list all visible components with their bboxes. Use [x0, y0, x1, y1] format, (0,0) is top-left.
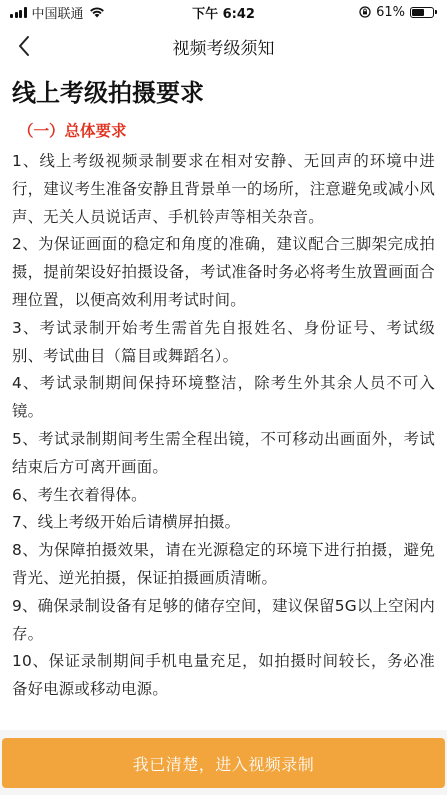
signal-icon	[10, 7, 27, 18]
rule-item: 5、考试录制期间考生需全程出镜，不可移动出画面外，考试结束后方可离开画面。	[12, 429, 435, 476]
page-title: 线上考级拍摄要求	[12, 79, 204, 107]
back-button[interactable]	[8, 30, 40, 62]
wifi-icon	[89, 6, 105, 18]
rule-item: 3、考试录制开始考生需首先自报姓名、身份证号、考试级别、考试曲目（篇目或舞蹈名）。	[12, 318, 435, 365]
page-header-title: 视频考级须知	[172, 38, 275, 59]
rule-item: 6、考生衣着得体。	[12, 485, 147, 504]
status-left	[10, 3, 105, 22]
battery-icon	[410, 7, 437, 18]
enter-recording-button[interactable]: 我已清楚，进入视频录制	[2, 738, 445, 788]
rule-item: 1、线上考级视频录制要求在相对安静、无回声的环境中进行，建议考生准备安静且背景单一的场所，注意避免或减小风声、无关人员说话声、手机铃声等相关杂音。	[12, 152, 435, 226]
rule-item: 9、确保录制设备有足够的储存空间，建议保留5G以上空闲内存。	[12, 596, 435, 643]
status-bar	[0, 0, 447, 24]
navigation-bar	[0, 24, 447, 68]
rule-item: 2、为保证画面的稳定和角度的准确，建议配合三脚架完成拍摄，提前架设好拍摄设备，考试准备时务必将考生放置画面合理位置，以便高效利用考试时间。	[12, 235, 435, 309]
orientation-lock-icon	[359, 6, 371, 18]
rule-item: 8、为保障拍摄效果，请在光源稳定的环境下进行拍摄，避免背光、逆光拍摄，保证拍摄画质清晰。	[12, 541, 435, 587]
bottom-bar	[0, 730, 447, 795]
chevron-left-icon	[17, 35, 31, 57]
status-time: 下午 6:42	[192, 6, 255, 22]
carrier-label: 中国联通	[31, 6, 84, 22]
section-title: （一）总体要求	[18, 122, 127, 140]
rule-item: 7、线上考级开始后请横屏拍摄。	[12, 513, 241, 532]
battery-percent: 61%	[376, 4, 405, 20]
status-right	[359, 5, 437, 20]
notice-content[interactable]	[0, 68, 447, 730]
rule-item: 10、保证录制期间手机电量充足，如拍摄时间较长，务必准备好电源或移动电源。	[12, 652, 435, 699]
rule-item: 4、考试录制期间保持环境整洁，除考生外其余人员不可入镜。	[12, 374, 435, 421]
